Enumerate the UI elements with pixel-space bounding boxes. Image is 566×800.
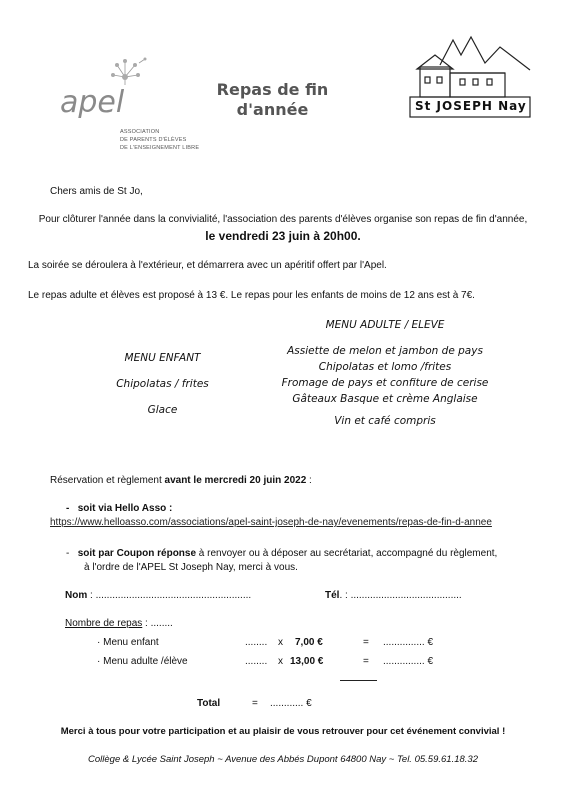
helloasso-link[interactable]: https://www.helloasso.com/associations/apel-saint-joseph-de-nay/evenements/repas-de-fin-d-annee <box>50 517 492 528</box>
school-logo <box>405 35 535 125</box>
intro-text: Pour clôturer l'année dans la convivialité, l'association des parents d'élèves organise son repas de fin d'année, <box>38 214 528 225</box>
nombre-repas: Nombre de repas : ........ <box>65 618 173 629</box>
menu-item: Gâteaux Basque et crème Anglaise <box>292 393 478 405</box>
reservation-intro: Réservation et règlement avant le mercredi 20 juin 2022 : <box>50 475 312 486</box>
apel-brand: apel <box>60 85 125 120</box>
row-menu-enfant-qty[interactable]: ........ <box>245 637 268 648</box>
row-menu-enfant-x: x <box>278 637 283 648</box>
nom-field[interactable]: Nom : ........................................................ <box>65 590 252 601</box>
apel-logo <box>55 55 205 155</box>
row-menu-enfant-label: · Menu enfant <box>97 637 159 648</box>
row-menu-adulte-qty[interactable]: ........ <box>245 656 268 667</box>
total-label: Total <box>197 698 221 709</box>
total-value[interactable]: ............ € <box>270 698 312 709</box>
row-menu-adulte-total[interactable]: ............... € <box>383 656 434 667</box>
menu-adulte-heading: MENU ADULTE / ELEVE <box>325 319 445 331</box>
paragraph-prices: Le repas adulte et élèves est proposé à 13 €. Le repas pour les enfants de moins de 12 ans est à 7€. <box>28 290 475 301</box>
total-separator <box>340 680 377 681</box>
row-menu-adulte-x: x <box>278 656 283 667</box>
footer-address: Collège & Lycée Saint Joseph ~ Avenue des Abbés Dupont 64800 Nay ~ Tel. 05.59.61.18.32 <box>88 754 478 765</box>
option-helloasso: - soit via Hello Asso : <box>66 503 173 514</box>
menu-item: Vin et café compris <box>334 415 436 427</box>
row-menu-adulte-eq: = <box>363 656 369 667</box>
row-menu-enfant-total[interactable]: ............... € <box>383 637 434 648</box>
row-menu-adulte-label: · Menu adulte /élève <box>97 656 188 667</box>
thanks-text: Merci à tous pour votre participation et au plaisir de vous retrouver pour cet événement convivial ! <box>60 726 506 737</box>
apel-subtitle: ASSOCIATION DE PARENTS D'ÉLÈVES DE L'ENSEIGNEMENT LIBRE <box>120 129 200 151</box>
row-menu-enfant-price: 7,00 € <box>295 637 323 648</box>
total-eq: = <box>252 698 258 709</box>
school-logo-text: St JOSEPH Nay <box>415 99 527 113</box>
reservation-deadline: avant le mercredi 20 juin 2022 <box>164 475 307 486</box>
event-date: le vendredi 23 juin à 20h00. <box>205 229 361 243</box>
option-coupon-line2: à l'ordre de l'APEL St Joseph Nay, merci à vous. <box>84 562 298 573</box>
menu-enfant-heading: MENU ENFANT <box>124 352 201 364</box>
menu-item: Glace <box>147 404 178 416</box>
menu-enfant <box>95 352 230 416</box>
row-menu-enfant-eq: = <box>363 637 369 648</box>
menu-adulte <box>270 319 500 429</box>
option-coupon: - soit par Coupon réponse à renvoyer ou à déposer au secrétariat, accompagné du règlement, <box>66 548 498 559</box>
page-title: Repas de fin d'année <box>216 80 329 119</box>
greeting: Chers amis de St Jo, <box>50 186 143 197</box>
menu-item: Chipolatas / frites <box>116 378 209 390</box>
paragraph-apero: La soirée se déroulera à l'extérieur, et démarrera avec un apéritif offert par l'Apel. <box>28 260 387 271</box>
tel-field[interactable]: Tél. : ........................................ <box>325 590 462 601</box>
menu-item: Fromage de pays et confiture de cerise <box>281 377 489 389</box>
menu-item: Assiette de melon et jambon de pays <box>287 345 483 357</box>
row-menu-adulte-price: 13,00 € <box>290 656 324 667</box>
menu-item: Chipolatas et lomo /frites <box>318 361 452 373</box>
